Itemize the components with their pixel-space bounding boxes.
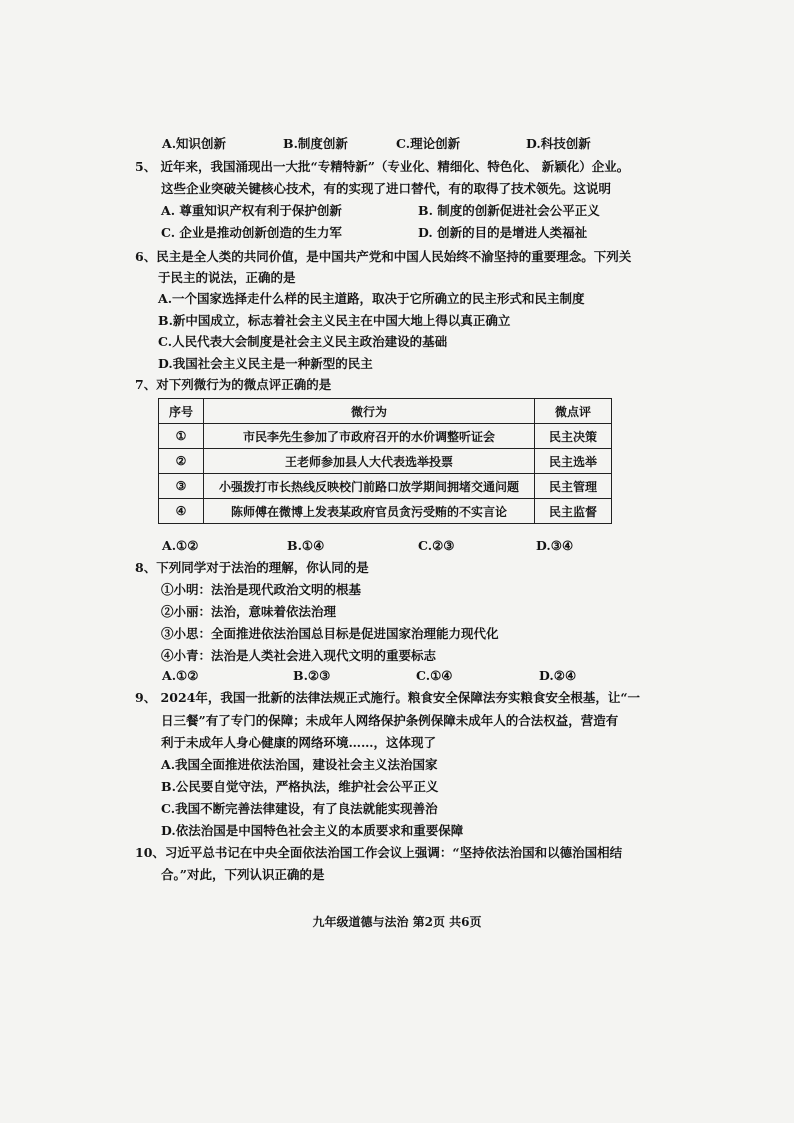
q9-stem-line1: 9、 2024年，我国一批新的法律法规正式施行。粮食安全保障法夯实粮食安全根基，让“一 (135, 690, 641, 705)
table-cell-index: ③ (159, 474, 204, 499)
table-header-index: 序号 (159, 399, 204, 424)
q10-stem-line2: 合。”对此，下列认识正确的是 (161, 867, 325, 882)
q5-stem-line2: 这些企业突破关键核心技术，有的实现了进口替代，有的取得了技术领先。这说明 (161, 181, 612, 196)
q8-item-1: ①小明：法治是现代政治文明的根基 (161, 582, 362, 597)
table-cell-index: ④ (159, 499, 204, 524)
q4-option-c: C.理论创新 (396, 136, 461, 151)
table-cell-comment: 民主管理 (535, 474, 612, 499)
q4-option-a: A.知识创新 (162, 136, 227, 151)
q6-stem-line1: 6、民主是全人类的共同价值，是中国共产党和中国人民始终不渝坚持的重要理念。下列关 (135, 249, 632, 264)
q5-option-d: D. 创新的目的是增进人类福祉 (418, 225, 588, 240)
q9-stem-line2: 日三餐”有了专门的保障；未成年人网络保护条例保障未成年人的合法权益，营造有 (161, 713, 619, 728)
table-cell-behavior: 王老师参加县人大代表选举投票 (204, 449, 535, 474)
q8-option-c: C.①④ (416, 668, 453, 683)
table-header-behavior: 微行为 (204, 399, 535, 424)
table-cell-behavior: 市民李先生参加了市政府召开的水价调整听证会 (204, 424, 535, 449)
table-row (159, 424, 612, 449)
table-cell-behavior: 陈师傅在微博上发表某政府官员贪污受贿的不实言论 (204, 499, 535, 524)
page-footer: 九年级道德与法治 第2页 共6页 (312, 915, 482, 929)
q5-option-a: A. 尊重知识产权有利于保护创新 (161, 203, 342, 218)
q7-option-a: A.①② (162, 538, 199, 553)
table-cell-comment: 民主选举 (535, 449, 612, 474)
q8-option-b: B.②③ (293, 668, 331, 683)
q8-item-4: ④小青：法治是人类社会进入现代文明的重要标志 (161, 648, 437, 663)
table-cell-index: ② (159, 449, 204, 474)
q5-option-b: B. 制度的创新促进社会公平正义 (418, 203, 600, 218)
q9-option-d: D.依法治国是中国特色社会主义的本质要求和重要保障 (161, 823, 464, 838)
q6-stem-line2: 于民主的说法，正确的是 (158, 270, 296, 285)
table-row (159, 499, 612, 524)
q6-option-a: A.一个国家选择走什么样的民主道路，取决于它所确立的民主形式和民主制度 (158, 291, 585, 306)
q6-option-b: B.新中国成立，标志着社会主义民主在中国大地上得以真正确立 (158, 313, 511, 328)
table-cell-comment: 民主决策 (535, 424, 612, 449)
table-header-row (159, 399, 612, 424)
q7-stem: 7、对下列微行为的微点评正确的是 (135, 377, 332, 392)
table-header-comment: 微点评 (535, 399, 612, 424)
table-row (159, 474, 612, 499)
q4-option-b: B.制度创新 (283, 136, 348, 151)
q9-option-c: C.我国不断完善法律建设，有了良法就能实现善治 (161, 801, 438, 816)
q10-stem-line1: 10、习近平总书记在中央全面依法治国工作会议上强调：“坚持依法治国和以德治国相结 (135, 845, 623, 860)
table-cell-behavior: 小强拨打市长热线反映校门前路口放学期间拥堵交通问题 (204, 474, 535, 499)
q5-option-c: C. 企业是推动创新创造的生力军 (161, 225, 342, 240)
q9-stem-line3: 利于未成年人身心健康的网络环境……，这体现了 (161, 735, 437, 750)
q6-option-c: C.人民代表大会制度是社会主义民主政治建设的基础 (158, 334, 448, 349)
q4-option-d: D.科技创新 (526, 136, 591, 151)
table-row (159, 449, 612, 474)
q7-option-d: D.③④ (536, 538, 574, 553)
q7-option-c: C.②③ (418, 538, 455, 553)
q5-stem-line1: 5、 近年来，我国涌现出一大批“专精特新”（专业化、精细化、特色化、 新颖化）企业。 (135, 159, 630, 174)
q4-options (0, 136, 794, 152)
q9-option-a: A.我国全面推进依法治国，建设社会主义法治国家 (161, 757, 438, 772)
table-cell-index: ① (159, 424, 204, 449)
q8-option-d: D.②④ (539, 668, 577, 683)
q8-options (0, 668, 794, 684)
q7-options (0, 538, 794, 554)
q8-item-3: ③小思：全面推进依法治国总目标是促进国家治理能力现代化 (161, 626, 499, 641)
q7-option-b: B.①④ (287, 538, 325, 553)
q8-option-a: A.①② (162, 668, 199, 683)
q7-table (158, 398, 612, 524)
q9-option-b: B.公民要自觉守法，严格执法，维护社会公平正义 (161, 779, 439, 794)
q8-item-2: ②小丽：法治，意味着依法治理 (161, 604, 337, 619)
q8-stem: 8、下列同学对于法治的理解，你认同的是 (135, 560, 369, 575)
table-cell-comment: 民主监督 (535, 499, 612, 524)
q6-option-d: D.我国社会主义民主是一种新型的民主 (158, 356, 373, 371)
